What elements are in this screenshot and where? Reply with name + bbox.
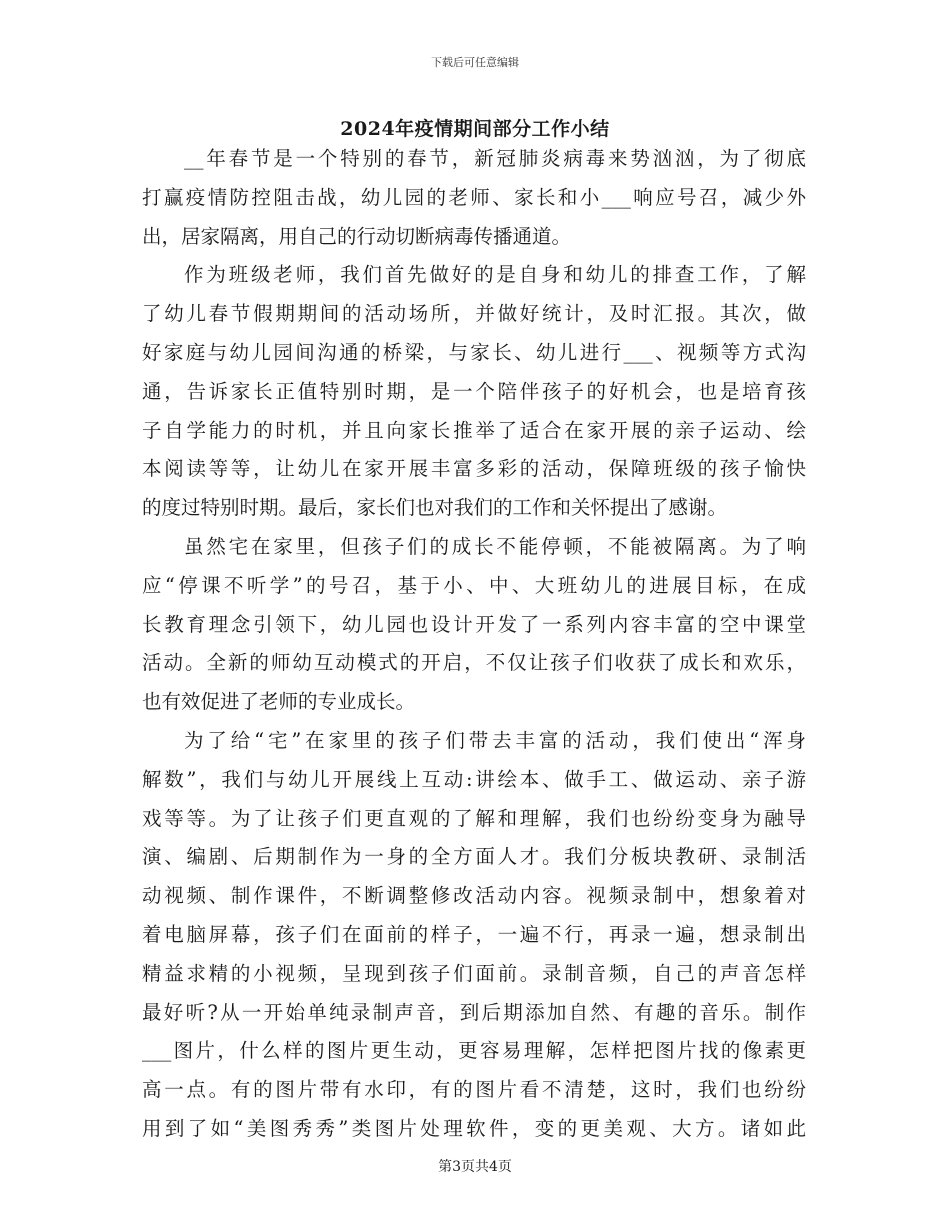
paragraph-4-line-1: 为了给“宅”在家里的孩子们带去丰富的活动，我们使出“浑身 (184, 728, 806, 752)
paragraph-4-line-5: 动视频、制作课件，不断调整修改活动内容。视频录制中，想象着对 (142, 884, 806, 908)
document-title: 2024年疫情期间部分工作小结 (340, 118, 610, 140)
paragraph-1-line-1: __年春节是一个特别的春节，新冠肺炎病毒来势汹汹，为了彻底 (184, 147, 806, 170)
paragraph-4-line-8: 最好听?从一开始单纯录制声音，到后期添加自然、有趣的音乐。制作 (142, 1000, 806, 1024)
paragraph-4-line-10: 高一点。有的图片带有水印，有的图片看不清楚，这时，我们也纷纷 (142, 1078, 806, 1102)
paragraph-2-line-2: 了幼儿春节假期期间的活动场所，并做好统计，及时汇报。其次，做 (142, 302, 806, 326)
paragraph-3-line-1: 虽然宅在家里，但孩子们的成长不能停顿，不能被隔离。为了响 (184, 534, 806, 558)
paragraph-4-line-4: 演、编剧、后期制作为一身的全方面人才。我们分板块教研、录制活 (142, 845, 806, 869)
paragraph-2-line-6: 本阅读等等，让幼儿在家开展丰富多彩的活动，保障班级的孩子愉快 (142, 457, 806, 481)
paragraph-4-line-2: 解数”，我们与幼儿开展线上互动:讲绘本、做手工、做运动、亲子游 (142, 767, 806, 791)
paragraph-1-line-2: 打赢疫情防控阻击战，幼儿园的老师、家长和小___响应号召，减少外 (142, 185, 806, 209)
page-footer: 第3页共4页 (438, 1159, 512, 1175)
paragraph-4-line-11: 用到了如“美图秀秀”类图片处理软件，变的更美观、大方。诸如此 (142, 1116, 806, 1140)
paragraph-4-line-3: 戏等等。为了让孩子们更直观的了解和理解，我们也纷纷变身为融导 (142, 806, 806, 830)
paragraph-2-line-4: 通，告诉家长正值特别时期，是一个陪伴孩子的好机会，也是培育孩 (142, 379, 806, 403)
paragraph-2-line-7: 的度过特别时期。最后，家长们也对我们的工作和关怀提出了感谢。 (142, 496, 728, 520)
paragraph-3-line-5: 也有效促进了老师的专业成长。 (142, 690, 416, 714)
header-note: 下载后可任意编辑 (431, 56, 519, 69)
paragraph-4-line-6: 着电脑屏幕，孩子们在面前的样子，一遍不行，再录一遍，想录制出 (142, 922, 806, 946)
paragraph-3-line-4: 活动。全新的师幼互动模式的开启，不仅让孩子们收获了成长和欢乐， (142, 651, 806, 675)
paragraph-2-line-1: 作为班级老师，我们首先做好的是自身和幼儿的排查工作，了解 (184, 263, 806, 287)
paragraph-3-line-3: 长教育理念引领下，幼儿园也设计开发了一系列内容丰富的空中课堂 (142, 612, 806, 636)
document-body (142, 140, 806, 1149)
paragraph-2-line-3: 好家庭与幼儿园间沟通的桥梁，与家长、幼儿进行___、视频等方式沟 (142, 340, 806, 364)
paragraph-1-line-3: 出，居家隔离，用自己的行动切断病毒传播通道。 (142, 224, 572, 248)
paragraph-4-line-7: 精益求精的小视频，呈现到孩子们面前。录制音频，自己的声音怎样 (142, 961, 806, 985)
paragraph-4-line-9: ___图片，什么样的图片更生动，更容易理解，怎样把图片找的像素更 (142, 1039, 806, 1063)
paragraph-2-line-5: 子自学能力的时机，并且向家长推举了适合在家开展的亲子运动、绘 (142, 418, 806, 442)
paragraph-3-line-2: 应“停课不听学”的号召，基于小、中、大班幼儿的进展目标，在成 (142, 573, 806, 597)
